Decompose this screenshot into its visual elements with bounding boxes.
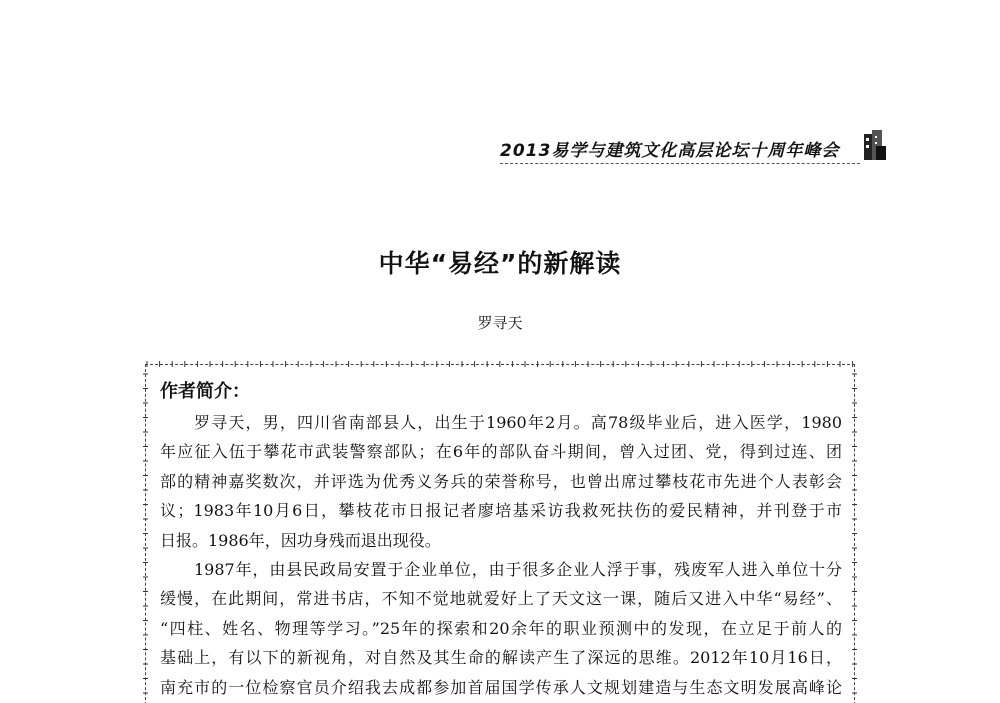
- bio-text-line: 日报。1986年，因功身残而退出现役。: [160, 530, 441, 550]
- bio-text-line: 基础上，有以下的新视角，对自然及其生命的解读产生了深远的思维。2012年10月16日，: [160, 648, 842, 668]
- bio-text-line: “四柱、姓名、物理等学习。”25年的探索和20余年的职业预测中的发现，在立足于前人的: [160, 618, 842, 638]
- bio-text-line: 议；1983年10月6日，攀枝花市日报记者廖培基采访我救死扶伤的爱民精神，并刊登于市: [160, 501, 842, 521]
- bio-text-line: 部的精神嘉奖数次，并评选为优秀义务兵的荣誉称号，也曾出席过攀枝花市先进个人表彰会: [160, 471, 842, 491]
- building-logo-icon: [862, 128, 888, 162]
- bio-text-line: 罗寻天，男，四川省南部县人，出生于1960年2月。高78级毕业后，进入医学，1980: [194, 413, 842, 432]
- bio-text-line: 缓慢，在此期间，常进书店，不知不觉地就爱好上了天文这一课，随后又进入中华“易经”、: [160, 589, 842, 609]
- author-intro-heading: 作者简介：: [160, 381, 250, 402]
- bio-text-line: 年应征入伍于攀花市武装警察部队；在6年的部队奋斗期间，曾入过团、党，得到过连、团: [160, 442, 842, 462]
- article-title: 中华“易经”的新解读: [378, 249, 622, 278]
- bio-text-line: 南充市的一位检察官员介绍我去成都参加首届国学传承人文规划建造与生态文明发展高峰论: [160, 677, 842, 697]
- bio-text-line: 1987年，由县民政局安置于企业单位，由于很多企业人浮于事，残废军人进入单位十分: [194, 560, 842, 579]
- article-author: 罗寻天: [477, 314, 523, 332]
- running-header: 2013易学与建筑文化高层论坛十周年峰会: [500, 141, 840, 161]
- header-divider: [500, 163, 860, 164]
